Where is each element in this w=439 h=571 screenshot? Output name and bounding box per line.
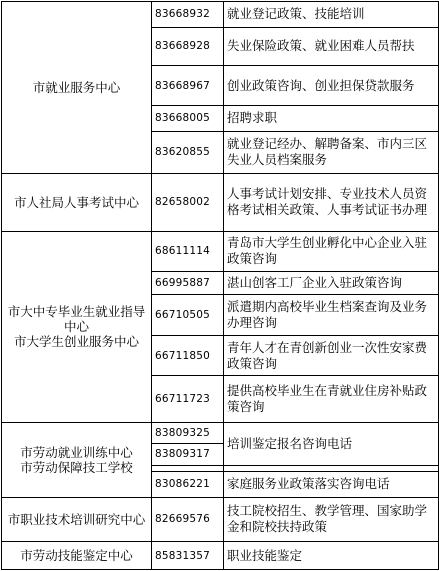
org-name-line: 市劳动就业训练中心 <box>20 444 133 460</box>
org-name-line: 市大中专毕业生就业指导中心 <box>7 304 146 335</box>
phone-number: 83086221 <box>152 472 224 498</box>
phone-number: 83809325 <box>152 423 224 444</box>
phone-number: 85831357 <box>152 542 224 570</box>
phone-number: 83620855 <box>152 131 224 174</box>
service-description: 青年人才在青创新创业一次性安家费政策咨询 <box>224 335 439 375</box>
service-description: 培训鉴定报名咨询电话 <box>224 423 439 466</box>
org-name: 市职业技术培训研究中心 <box>2 497 152 542</box>
table-row <box>2 423 439 444</box>
phone-number: 66710505 <box>152 295 224 335</box>
service-description: 青岛市大学生创业孵化中心企业入驻政策咨询 <box>224 231 439 271</box>
table-row <box>2 231 439 271</box>
service-description: 创业政策咨询、创业担保贷款服务 <box>224 65 439 105</box>
phone-number: 83668928 <box>152 27 224 65</box>
table-row <box>2 497 439 542</box>
phone-number: 66995887 <box>152 272 224 295</box>
service-description: 招聘求职 <box>224 106 439 132</box>
table-row <box>2 542 439 570</box>
phone-number: 83668967 <box>152 65 224 105</box>
contact-directory-table <box>1 1 439 570</box>
phone-number: 82669576 <box>152 497 224 542</box>
phone-number: 83668932 <box>152 2 224 28</box>
phone-number: 83668005 <box>152 106 224 132</box>
phone-number: 83809317 <box>152 444 224 465</box>
service-description: 提供高校毕业生在青就业住房补贴政策咨询 <box>224 376 439 423</box>
org-name: 市就业服务中心 <box>2 2 152 174</box>
service-description: 技工院校招生、教学管理、国家助学金和院校扶持政策 <box>224 497 439 542</box>
service-description: 职业技能鉴定 <box>224 542 439 570</box>
org-name-line: 市劳动保障技工学校 <box>20 459 133 475</box>
service-description: 家庭服务业政策落实咨询电话 <box>224 472 439 498</box>
org-name: 市人社局人事考试中心 <box>2 174 152 231</box>
org-name <box>2 423 152 497</box>
phone-number: 66711723 <box>152 376 224 423</box>
org-name <box>2 231 152 422</box>
service-description: 人事考试计划安排、专业技术人员资格考试相关政策、人事考试证书办理 <box>224 174 439 231</box>
phone-number: 82658002 <box>152 174 224 231</box>
service-description: 湛山创客工厂企业入驻政策咨询 <box>224 272 439 295</box>
phone-number: 66711850 <box>152 335 224 375</box>
service-description: 就业登记政策、技能培训 <box>224 2 439 28</box>
service-description: 失业保险政策、就业困难人员帮扶 <box>224 27 439 65</box>
service-description: 派遣期内高校毕业生档案查询及业务办理咨询 <box>224 295 439 335</box>
org-name-line: 市大学生创业服务中心 <box>13 334 139 350</box>
service-description: 就业登记经办、解聘备案、市内三区失业人员档案服务 <box>224 131 439 174</box>
org-name: 市劳动技能鉴定中心 <box>2 542 152 570</box>
phone-number: 68611114 <box>152 231 224 271</box>
table-row <box>2 2 439 28</box>
table-row <box>2 174 439 231</box>
